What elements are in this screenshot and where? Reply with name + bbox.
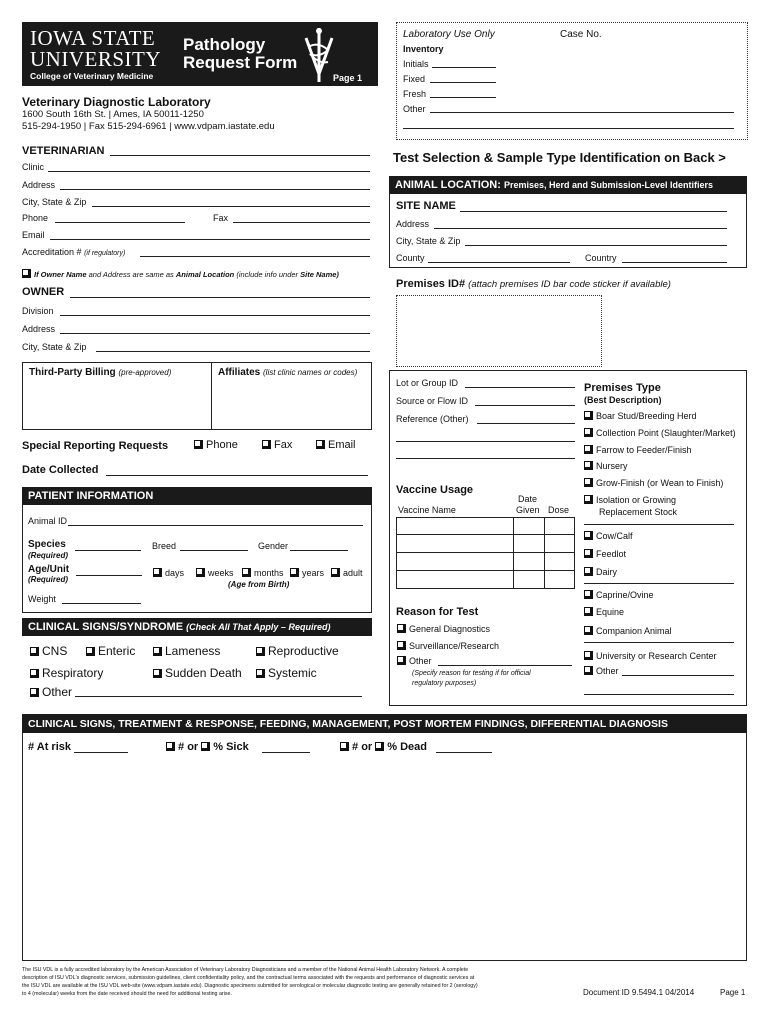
owner-address-field[interactable]	[60, 333, 370, 334]
third-party-text: Third-Party Billing	[29, 367, 116, 378]
vaccine-col-date: Date	[518, 494, 538, 504]
vet-title: VETERINARIAN	[22, 145, 105, 157]
special-email[interactable]	[316, 439, 356, 451]
premises-type-label: Equine	[596, 607, 625, 617]
at-risk-field[interactable]	[74, 752, 128, 753]
age-adult[interactable]	[331, 568, 363, 578]
lameness-checkbox[interactable]	[153, 647, 162, 656]
lab-other-field-2[interactable]	[403, 128, 734, 129]
species-field[interactable]	[75, 550, 141, 551]
adult-text: adult	[343, 568, 363, 578]
premises-type-item[interactable]	[599, 507, 677, 517]
lot-label: Lot or Group ID	[396, 378, 459, 388]
country-label: Country	[585, 253, 617, 263]
premises-type-item[interactable]	[584, 666, 619, 676]
form-title-2: Request Form	[183, 53, 298, 72]
university-name-line2: UNIVERSITY	[30, 47, 161, 71]
accreditation-text: Accreditation #	[22, 247, 82, 257]
university-name-line1: IOWA STATE	[30, 26, 156, 50]
clinical-other-text: Other	[42, 685, 73, 699]
special-phone[interactable]	[194, 439, 238, 451]
bottom-section-header: CLINICAL SIGNS, TREATMENT & RESPONSE, FEEDING, MANAGEMENT, POST MORTEM FINDINGS, DIFFERENTIAL DIAGNOSIS	[22, 714, 747, 733]
premises-type-checkbox[interactable]	[584, 478, 593, 487]
owner-note-1: If Owner Name	[34, 270, 87, 279]
footer-page: Page 1	[720, 988, 746, 997]
date-collected-field[interactable]	[106, 475, 368, 476]
premises-type-item[interactable]	[584, 445, 692, 455]
division-field[interactable]	[60, 315, 370, 316]
enteric-checkbox[interactable]	[86, 647, 95, 656]
reference-field[interactable]	[477, 423, 575, 424]
premises-type-checkbox[interactable]	[584, 666, 593, 675]
premises-type-label: Boar Stud/Breeding Herd	[596, 411, 697, 421]
clinical-signs-title: CLINICAL SIGNS/SYNDROME	[28, 621, 184, 633]
vet-address-label: Address	[22, 180, 56, 190]
owner-title: OWNER	[22, 286, 65, 298]
reference-field-3[interactable]	[396, 458, 575, 459]
vet-name-field[interactable]	[110, 155, 370, 156]
site-city-label: City, State & Zip	[396, 236, 461, 246]
clinical-signs-note: (Check All That Apply – Required)	[186, 622, 331, 632]
site-name-label: SITE NAME	[396, 200, 456, 212]
footer-text-2: description of ISU VDL's diagnostic services, submission guidelines, client confidentiality policy, and the contractual terms associated with the requests and performance of diagnostic services at	[22, 975, 475, 981]
third-party-label	[29, 367, 171, 378]
premises-type-label: University or Research Center	[596, 651, 717, 661]
premises-type-item[interactable]	[584, 567, 617, 577]
owner-note-2: and Address are same as	[88, 270, 174, 279]
sick-num-text: #	[178, 741, 185, 753]
cns-checkbox[interactable]	[30, 647, 39, 656]
site-address-field[interactable]	[434, 228, 727, 229]
respiratory-option[interactable]	[30, 666, 103, 680]
gender-field[interactable]	[290, 550, 348, 551]
breed-field[interactable]	[180, 550, 248, 551]
special-reporting-label: Special Reporting Requests	[22, 440, 169, 452]
reason-other-checkbox[interactable]	[397, 656, 406, 665]
footer-text-4: to 4 (molecular) weeks from the date received should the need for additional testing arise.	[22, 991, 232, 997]
dead-num-checkbox[interactable]	[340, 742, 349, 751]
county-label: County	[396, 253, 425, 263]
premises-type-label: Isolation or Growing	[596, 495, 677, 505]
premises-type-item[interactable]	[584, 495, 676, 505]
county-field[interactable]	[428, 262, 570, 263]
vet-phone-label: Phone	[22, 213, 49, 223]
lameness-text: Lameness	[165, 644, 221, 658]
sudden-death-option[interactable]	[153, 666, 242, 680]
premises-type-checkbox[interactable]	[584, 567, 593, 576]
respiratory-checkbox[interactable]	[30, 669, 39, 678]
special-phone-text: Phone	[206, 439, 238, 451]
age-days[interactable]	[153, 568, 184, 578]
dead-pct-checkbox[interactable]	[375, 742, 384, 751]
sick-group	[166, 741, 249, 753]
affiliates-label	[218, 367, 357, 378]
surveillance-text: Surveillance/Research	[409, 641, 500, 651]
reference-label: Reference (Other)	[396, 414, 469, 424]
reason-other-field[interactable]	[438, 665, 572, 666]
fresh-field[interactable]	[430, 97, 496, 98]
general-text: General Diagnostics	[409, 624, 491, 634]
special-email-text: Email	[328, 439, 356, 451]
systemic-text: Systemic	[268, 666, 317, 680]
site-name-field[interactable]	[460, 211, 727, 212]
owner-same-note	[22, 269, 339, 279]
premises-type-checkbox[interactable]	[584, 626, 593, 635]
premises-type-item[interactable]	[584, 651, 717, 661]
premises-type-label: Cow/Calf	[596, 531, 633, 541]
third-party-note: (pre-approved)	[118, 368, 172, 377]
premises-sticker-area[interactable]	[396, 295, 602, 367]
premises-id-text: Premises ID#	[396, 278, 466, 290]
patient-box	[22, 505, 372, 613]
premises-type-line[interactable]	[584, 694, 734, 695]
affiliates-text: Affiliates	[218, 367, 261, 378]
animal-location-header	[389, 176, 747, 194]
lab-contact: 515-294-1950 | Fax 515-294-6961 | www.vdpam.iastate.edu	[22, 121, 275, 132]
college-name: College of Veterinary Medicine	[30, 71, 154, 81]
species-required: (Required)	[28, 551, 68, 560]
days-checkbox[interactable]	[153, 568, 162, 577]
vet-city-field[interactable]	[92, 206, 370, 207]
premises-type-item[interactable]	[584, 461, 628, 471]
reason-surveillance[interactable]	[397, 641, 499, 651]
premises-type-label: Caprine/Ovine	[596, 590, 654, 600]
premises-id-label	[396, 278, 671, 290]
premises-type-checkbox[interactable]	[584, 607, 593, 616]
systemic-checkbox[interactable]	[256, 669, 265, 678]
animal-location-title: ANIMAL LOCATION:	[395, 179, 501, 191]
reason-title: Reason for Test	[396, 606, 479, 618]
accreditation-note: (if regulatory)	[84, 250, 126, 257]
test-selection-heading: Test Selection & Sample Type Identification on Back >	[393, 150, 726, 165]
weeks-checkbox[interactable]	[196, 568, 205, 577]
clinical-other-option[interactable]	[30, 685, 72, 699]
lot-field[interactable]	[465, 387, 575, 388]
at-risk-label: # At risk	[28, 741, 72, 753]
vaccine-row-2[interactable]	[396, 552, 575, 553]
dead-or-text: or	[361, 741, 373, 753]
bottom-notes-box[interactable]	[22, 733, 747, 961]
lab-use-title: Laboratory Use Only	[403, 29, 495, 40]
clinical-signs-header	[22, 618, 372, 636]
premises-type-item[interactable]	[584, 549, 626, 559]
premises-type-label: Collection Point (Slaughter/Market)	[596, 428, 736, 438]
affiliates-note: (list clinic names or codes)	[263, 368, 358, 377]
dead-group	[340, 741, 427, 753]
animal-location-subtitle: Premises, Herd and Submission-Level Identifiers	[503, 180, 714, 190]
dead-field[interactable]	[436, 752, 492, 753]
premises-type-checkbox[interactable]	[584, 549, 593, 558]
breed-label: Breed	[152, 541, 177, 551]
lab-name: Veterinary Diagnostic Laboratory	[22, 95, 211, 109]
reproductive-option[interactable]	[256, 644, 339, 658]
site-address-label: Address	[396, 219, 430, 229]
reason-other[interactable]	[397, 656, 432, 666]
premises-type-item[interactable]	[584, 428, 736, 438]
vaccine-table[interactable]	[396, 517, 575, 589]
age-weeks[interactable]	[196, 568, 234, 578]
age-field[interactable]	[76, 575, 142, 576]
owner-note-3: Animal Location	[175, 270, 235, 279]
reason-other-text: Other	[409, 656, 432, 666]
page-label: Page 1	[333, 73, 363, 83]
owner-note-4: (include info under	[236, 270, 299, 279]
premises-type-label: Companion Animal	[596, 626, 672, 636]
sick-pct-text: % Sick	[213, 741, 249, 753]
vaccine-row-3[interactable]	[396, 570, 575, 571]
owner-address-label: Address	[22, 324, 56, 334]
document-id: Document ID 9.5494.1 04/2014	[583, 988, 695, 997]
owner-note-5: Site Name)	[300, 270, 339, 279]
lab-other-field[interactable]	[430, 112, 734, 113]
premises-other-field[interactable]	[622, 675, 734, 676]
special-fax-text: Fax	[274, 439, 293, 451]
adult-checkbox[interactable]	[331, 568, 340, 577]
years-checkbox[interactable]	[290, 568, 299, 577]
premises-type-checkbox[interactable]	[584, 445, 593, 454]
source-field[interactable]	[475, 405, 575, 406]
premises-type-line[interactable]	[584, 524, 734, 525]
case-no-label: Case No.	[560, 29, 602, 40]
lab-address: 1600 South 16th St. | Ames, IA 50011-1250	[22, 109, 204, 120]
premises-type-label: Nursery	[596, 461, 628, 471]
clinic-label: Clinic	[22, 162, 45, 172]
vaccine-row-1[interactable]	[396, 534, 575, 535]
special-fax-checkbox[interactable]	[262, 440, 271, 449]
special-fax[interactable]	[262, 439, 292, 451]
premises-type-item[interactable]	[584, 590, 654, 600]
patient-info-header: PATIENT INFORMATION	[22, 487, 372, 505]
premises-type-checkbox[interactable]	[584, 411, 593, 420]
vaccine-col-name: Vaccine Name	[398, 505, 456, 515]
premises-type-label: Feedlot	[596, 549, 627, 559]
cns-option[interactable]	[30, 644, 67, 658]
premises-type-label: Farrow to Feeder/Finish	[596, 445, 692, 455]
vet-address-field[interactable]	[60, 189, 370, 190]
months-checkbox[interactable]	[242, 568, 251, 577]
accreditation-field[interactable]	[140, 256, 370, 257]
cns-text: CNS	[42, 644, 68, 658]
years-text: years	[302, 568, 325, 578]
vet-city-label: City, State & Zip	[22, 197, 87, 207]
footer-text-1: The ISU VDL is a fully accredited laboratory by the American Association of Veterinary Laboratory Diagnosticians and a member of the National Animal Health Laboratory Network. A complete	[22, 967, 469, 973]
special-email-checkbox[interactable]	[316, 440, 325, 449]
sick-or-text: or	[187, 741, 199, 753]
inventory-label: Inventory	[403, 44, 444, 54]
footer-text-3: the ISU VDL are available at the ISU VDL web-site (www.vdpam.iastate.edu). Diagnostic specimens submitted for serological or molecular diagnostic testing are generally retained for 2 (serology)	[22, 983, 478, 989]
vaccine-title: Vaccine Usage	[396, 484, 474, 496]
respiratory-text: Respiratory	[42, 666, 104, 680]
division-label: Division	[22, 306, 54, 316]
months-text: months	[254, 568, 284, 578]
sick-pct-checkbox[interactable]	[201, 742, 210, 751]
premises-type-checkbox[interactable]	[584, 590, 593, 599]
vaccine-col-divider-2	[544, 517, 545, 589]
vet-fax-label: Fax	[213, 213, 229, 223]
initials-field[interactable]	[432, 67, 496, 68]
premises-type-label: Grow-Finish (or Wean to Finish)	[596, 478, 724, 488]
site-city-field[interactable]	[465, 245, 727, 246]
reason-general[interactable]	[397, 624, 490, 634]
premises-id-note: (attach premises ID bar code sticker if available)	[468, 279, 671, 290]
days-text: days	[165, 568, 185, 578]
dead-pct-text: % Dead	[387, 741, 427, 753]
animal-id-label: Animal ID	[28, 516, 68, 526]
animal-id-field[interactable]	[68, 525, 363, 526]
premises-type-item[interactable]	[584, 607, 624, 617]
vaccine-col-divider-1	[513, 517, 514, 589]
fixed-label: Fixed	[403, 74, 426, 84]
premises-type-checkbox[interactable]	[584, 531, 593, 540]
age-from-birth: (Age from Birth)	[228, 580, 290, 589]
owner-same-checkbox[interactable]	[22, 269, 31, 278]
vet-phone-field[interactable]	[55, 222, 185, 223]
billing-divider	[211, 362, 212, 430]
owner-city-label: City, State & Zip	[22, 342, 87, 352]
weight-label: Weight	[28, 594, 56, 604]
form-title-1: Pathology	[183, 35, 266, 54]
premises-type-item[interactable]	[584, 626, 672, 636]
premises-type-checkbox[interactable]	[584, 461, 593, 470]
reason-note-2: regulatory purposes)	[412, 680, 477, 687]
vaccine-col-given: Given	[516, 505, 540, 515]
dead-num-text: #	[352, 741, 359, 753]
general-checkbox[interactable]	[397, 624, 406, 633]
clinic-field[interactable]	[48, 171, 370, 172]
vet-email-label: Email	[22, 230, 45, 240]
enteric-text: Enteric	[98, 644, 136, 658]
reference-field-2[interactable]	[396, 441, 575, 442]
sudden-death-checkbox[interactable]	[153, 669, 162, 678]
sick-num-checkbox[interactable]	[166, 742, 175, 751]
reason-note-1: (Specify reason for testing if for official	[412, 670, 531, 677]
caduceus-logo-icon	[302, 24, 336, 88]
premises-type-checkbox[interactable]	[584, 495, 593, 504]
clinical-other-field[interactable]	[75, 696, 362, 697]
premises-type-checkbox[interactable]	[584, 428, 593, 437]
premises-type-item[interactable]	[584, 411, 697, 421]
owner-name-field[interactable]	[70, 297, 370, 298]
premises-type-label: Replacement Stock	[599, 507, 678, 517]
sick-field[interactable]	[262, 752, 310, 753]
lab-other-label: Other	[403, 104, 426, 114]
vet-fax-field[interactable]	[233, 222, 370, 223]
premises-type-subtitle: (Best Description)	[584, 395, 662, 405]
source-label: Source or Flow ID	[396, 396, 469, 406]
premises-type-line[interactable]	[584, 583, 734, 584]
premises-type-item[interactable]	[584, 478, 723, 488]
age-unit-label: Age/Unit	[28, 564, 70, 575]
reproductive-checkbox[interactable]	[256, 647, 265, 656]
premises-type-line[interactable]	[584, 642, 734, 643]
gender-label: Gender	[258, 541, 289, 551]
date-collected-label: Date Collected	[22, 464, 99, 476]
fresh-label: Fresh	[403, 89, 427, 99]
sudden-death-text: Sudden Death	[165, 666, 242, 680]
special-phone-checkbox[interactable]	[194, 440, 203, 449]
systemic-option[interactable]	[256, 666, 317, 680]
premises-type-label: Other	[596, 666, 619, 676]
age-required: (Required)	[28, 575, 68, 584]
premises-type-label: Dairy	[596, 567, 618, 577]
age-years[interactable]	[290, 568, 324, 578]
fixed-field[interactable]	[430, 82, 496, 83]
species-label: Species	[28, 539, 66, 550]
enteric-option[interactable]	[86, 644, 135, 658]
country-field[interactable]	[622, 262, 727, 263]
initials-label: Initials	[403, 59, 429, 69]
owner-city-field[interactable]	[96, 351, 370, 352]
reproductive-text: Reproductive	[268, 644, 339, 658]
premises-type-checkbox[interactable]	[584, 651, 593, 660]
weeks-text: weeks	[208, 568, 234, 578]
clinical-other-checkbox[interactable]	[30, 688, 39, 697]
weight-field[interactable]	[62, 603, 141, 604]
lameness-option[interactable]	[153, 644, 220, 658]
premises-type-title: Premises Type	[584, 382, 661, 394]
surveillance-checkbox[interactable]	[397, 641, 406, 650]
premises-type-item[interactable]	[584, 531, 633, 541]
age-months[interactable]	[242, 568, 284, 578]
vaccine-col-dose: Dose	[548, 505, 570, 515]
vet-email-field[interactable]	[50, 239, 370, 240]
accreditation-label	[22, 247, 125, 257]
